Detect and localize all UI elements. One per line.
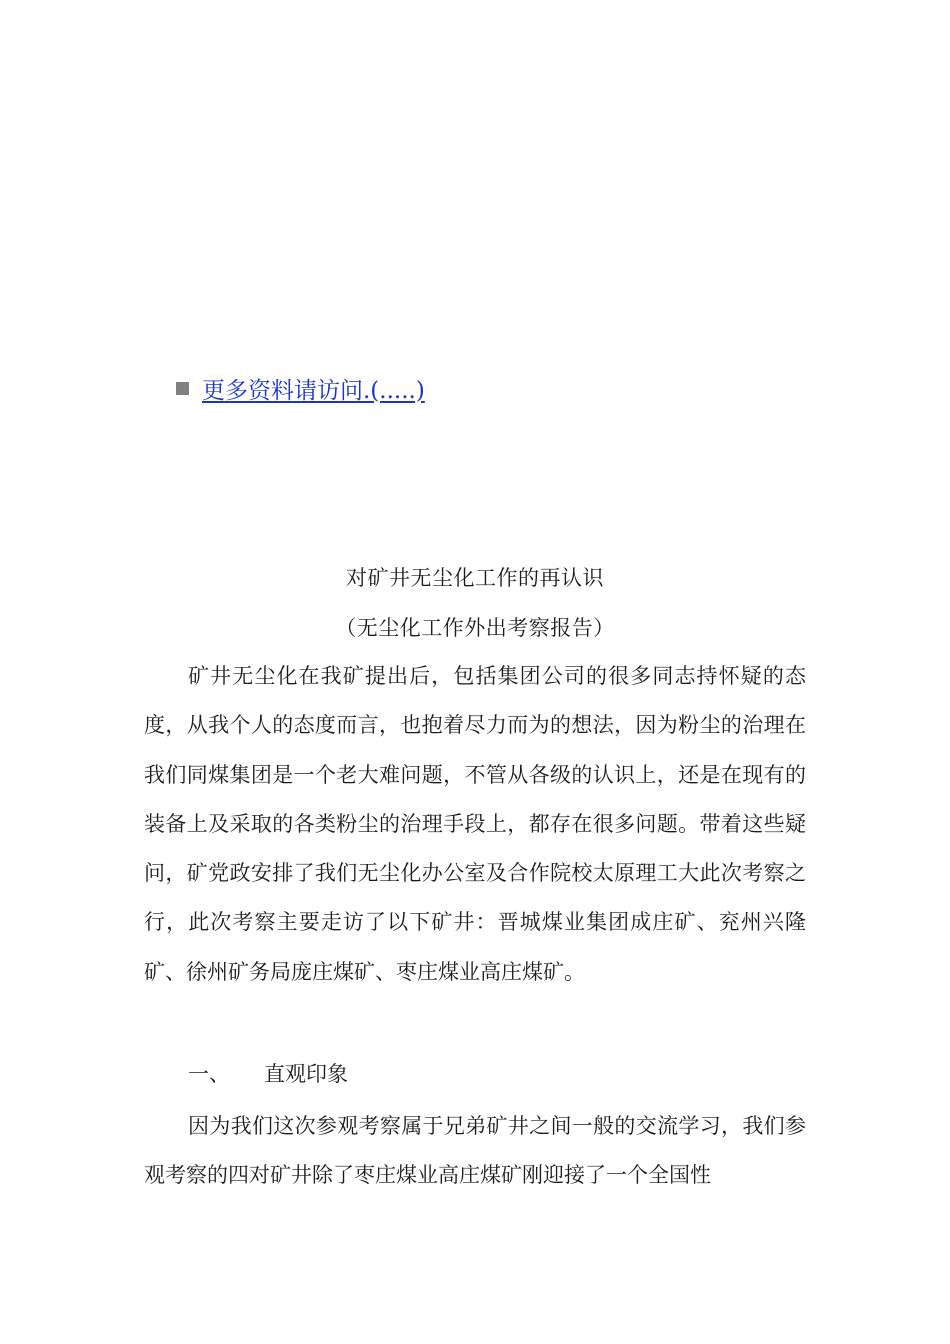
more-info-link-row xyxy=(176,370,425,406)
square-bullet-icon xyxy=(176,382,189,395)
section-number: 一、 xyxy=(188,1062,230,1086)
document-title: 对矿井无尘化工作的再认识 xyxy=(346,566,604,590)
section-heading-text: 直观印象 xyxy=(264,1062,348,1086)
paragraph-intro: 矿井无尘化在我矿提出后，包括集团公司的很多同志持怀疑的态度，从我个人的态度而言，也抱着尽力而为的想法，因为粉尘的治理在我们同煤集团是一个老大难问题，不管从各级的认识上，还是在现有的装备上及采取的各类粉尘的治理手段上，都存在很多问题。带着这些疑问，矿党政安排了我们无尘化办公室及合作院校太原理工大此次考察之行，此次考察主要走访了以下矿井：晋城煤业集团成庄矿、兖州兴隆矿、徐州矿务局庞庄煤矿、枣庄煤业高庄煤矿。 xyxy=(144,664,806,984)
document-subtitle: （无尘化工作外出考察报告） xyxy=(335,616,615,640)
paragraph-section-one: 因为我们这次参观考察属于兄弟矿井之间一般的交流学习，我们参观考察的四对矿井除了枣庄煤业高庄煤矿刚迎接了一个全国性 xyxy=(144,1114,806,1188)
section-heading xyxy=(188,1056,348,1092)
more-info-link[interactable]: 更多资料请访问.(.....) xyxy=(202,377,425,404)
